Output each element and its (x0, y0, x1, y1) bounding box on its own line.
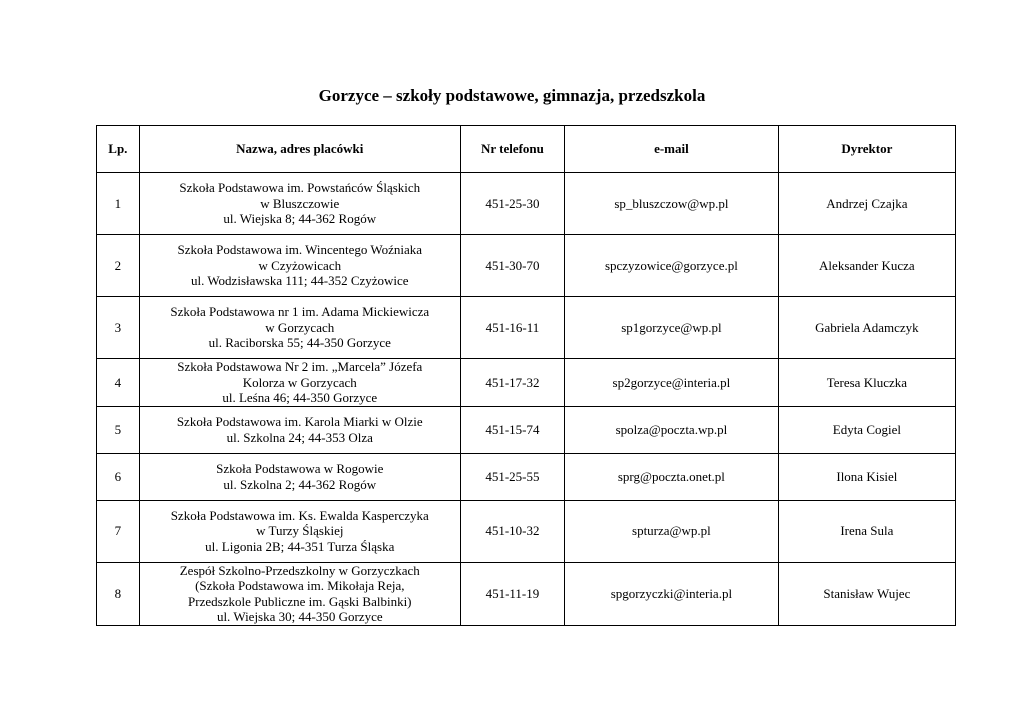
cell-name-line: w Turzy Śląskiej (256, 523, 344, 539)
cell-email[interactable]: spczyzowice@gorzyce.pl (565, 235, 779, 297)
table-row (97, 500, 956, 562)
cell-name-line: Szkoła Podstawowa im. Ks. Ewalda Kasperczyka (170, 507, 429, 523)
cell-phone: 451-16-11 (460, 297, 564, 359)
cell-phone: 451-25-55 (460, 453, 564, 500)
cell-director: Ilona Kisiel (778, 453, 955, 500)
cell-name-line: ul. Wodzisławska 111; 44-352 Czyżowice (190, 273, 409, 289)
cell-name-line: Szkoła Podstawowa im. Wincentego Woźniaka (177, 242, 423, 258)
cell-phone: 451-17-32 (460, 359, 564, 407)
cell-name (139, 235, 460, 297)
cell-director: Teresa Kluczka (778, 359, 955, 407)
table-row (97, 359, 956, 407)
cell-name-line: Kolorza w Gorzycach (242, 374, 357, 390)
cell-name-line: Szkoła Podstawowa im. Powstańców Śląskich (179, 180, 421, 196)
cell-name (139, 500, 460, 562)
cell-lp: 1 (97, 173, 140, 235)
cell-lp: 8 (97, 562, 140, 625)
cell-lp: 4 (97, 359, 140, 407)
cell-director: Stanisław Wujec (778, 562, 955, 625)
cell-lp: 6 (97, 453, 140, 500)
table-row (97, 297, 956, 359)
table-row (97, 235, 956, 297)
cell-name-line: Zespół Szkolno-Przedszkolny w Gorzyczkach (179, 562, 420, 578)
cell-director: Andrzej Czajka (778, 173, 955, 235)
cell-name-line: ul. Ligonia 2B; 44-351 Turza Śląska (205, 538, 395, 554)
schools-table (96, 125, 956, 626)
cell-name-line: ul. Wiejska 8; 44-362 Rogów (223, 211, 377, 227)
cell-name (139, 359, 460, 407)
cell-name-line: Szkoła Podstawowa w Rogowie (216, 461, 384, 476)
header-name: Nazwa, adres placówki (139, 126, 460, 173)
cell-name (139, 173, 460, 235)
cell-phone: 451-15-74 (460, 406, 564, 453)
cell-lp: 3 (97, 297, 140, 359)
cell-name-line: Szkoła Podstawowa nr 1 im. Adama Mickiewicza (170, 304, 430, 320)
cell-email[interactable]: spolza@poczta.wp.pl (565, 406, 779, 453)
cell-phone: 451-25-30 (460, 173, 564, 235)
cell-name-line: (Szkoła Podstawowa im. Mikołaja Reja, (195, 578, 405, 593)
cell-phone: 451-11-19 (460, 562, 564, 625)
cell-name-line: Szkoła Podstawowa im. Karola Miarki w Olzie (176, 414, 423, 429)
cell-email[interactable]: sp2gorzyce@interia.pl (565, 359, 779, 407)
cell-director: Gabriela Adamczyk (778, 297, 955, 359)
cell-name-line: ul. Szkolna 2; 44-362 Rogów (223, 476, 377, 492)
cell-name-line: Przedszkole Publiczne im. Gąski Balbinki) (188, 593, 412, 609)
cell-email[interactable]: sp_bluszczow@wp.pl (565, 173, 779, 235)
cell-name (139, 453, 460, 500)
table-body (97, 173, 956, 626)
cell-email[interactable]: spturza@wp.pl (565, 500, 779, 562)
cell-email[interactable]: sprg@poczta.onet.pl (565, 453, 779, 500)
cell-lp: 7 (97, 500, 140, 562)
cell-phone: 451-30-70 (460, 235, 564, 297)
table-row (97, 173, 956, 235)
cell-lp: 5 (97, 406, 140, 453)
cell-name-line: w Gorzycach (265, 319, 335, 335)
cell-phone: 451-10-32 (460, 500, 564, 562)
cell-name-line: w Bluszczowie (260, 195, 340, 211)
cell-name (139, 562, 460, 625)
header-phone: Nr telefonu (460, 126, 564, 173)
cell-lp: 2 (97, 235, 140, 297)
cell-name-line: w Czyżowicach (258, 257, 342, 273)
cell-name-line: ul. Wiejska 30; 44-350 Gorzyce (216, 609, 383, 624)
cell-email[interactable]: spgorzyczki@interia.pl (565, 562, 779, 625)
table-header-row (97, 126, 956, 173)
cell-director: Edyta Cogiel (778, 406, 955, 453)
cell-director: Aleksander Kucza (778, 235, 955, 297)
table-row (97, 453, 956, 500)
cell-name-line: ul. Leśna 46; 44-350 Gorzyce (222, 390, 378, 405)
cell-name-line: Szkoła Podstawowa Nr 2 im. „Marcela” Józefa (177, 359, 423, 374)
cell-name-line: ul. Szkolna 24; 44-353 Olza (226, 429, 373, 445)
cell-name (139, 406, 460, 453)
cell-director: Irena Sula (778, 500, 955, 562)
header-director: Dyrektor (778, 126, 955, 173)
table-row (97, 406, 956, 453)
page-title: Gorzyce – szkoły podstawowe, gimnazja, przedszkola (318, 86, 706, 105)
cell-name-line: ul. Raciborska 55; 44-350 Gorzyce (208, 335, 391, 351)
cell-email[interactable]: sp1gorzyce@wp.pl (565, 297, 779, 359)
cell-name (139, 297, 460, 359)
table-row (97, 562, 956, 625)
header-lp: Lp. (97, 126, 140, 173)
header-email: e-mail (565, 126, 779, 173)
